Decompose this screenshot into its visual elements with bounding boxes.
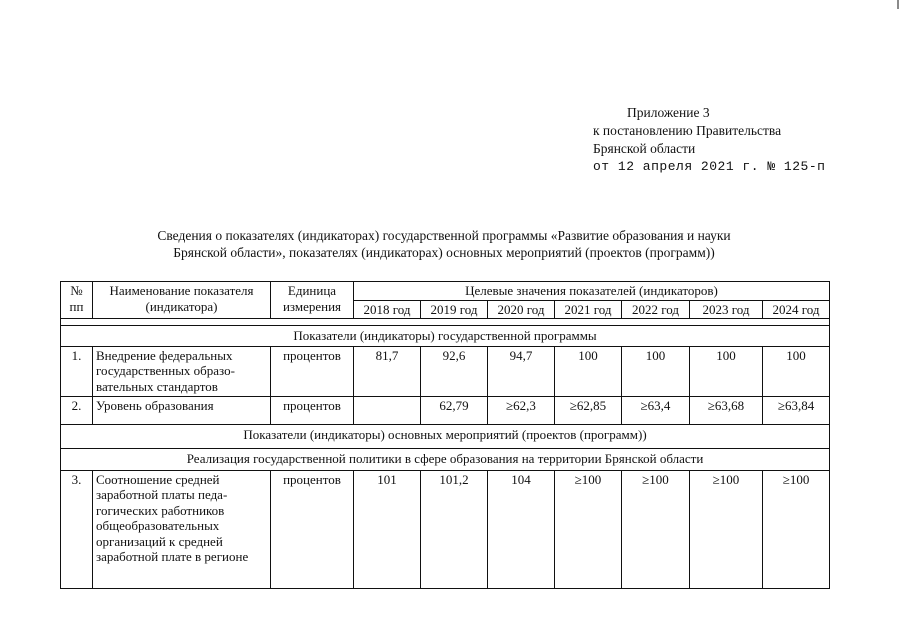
row-name: Внедрение федеральных государственных образо-вательных стандартов: [93, 346, 271, 396]
row-name: Соотношение средней заработной платы педа-гогических работников общеобразовательных организаций к средней заработной плате в регионе: [93, 470, 271, 588]
indicators-table: [60, 281, 830, 589]
row-value: ≥100: [690, 470, 763, 588]
row-value: ≥62,3: [488, 396, 555, 424]
row-value: 62,79: [421, 396, 488, 424]
header-year: 2023 год: [690, 300, 763, 319]
row-value: ≥100: [763, 470, 830, 588]
page-edge-mark: [897, 0, 899, 9]
row-num: 1.: [61, 346, 93, 396]
header-unit: Единица измерения: [271, 282, 354, 319]
header-year: 2021 год: [555, 300, 622, 319]
row-value: 100: [555, 346, 622, 396]
row-name: Уровень образования: [93, 396, 271, 424]
header-year: 2020 год: [488, 300, 555, 319]
section-program-indicators: Показатели (индикаторы) государственной программы: [61, 326, 830, 347]
header-targets: Целевые значения показателей (индикаторов): [354, 282, 830, 301]
appendix-date-stamp: от 12 апреля 2021 г. № 125-п: [593, 159, 826, 174]
header-year: 2018 год: [354, 300, 421, 319]
appendix-block: [593, 104, 825, 176]
row-value: 101: [354, 470, 421, 588]
row-value: ≥63,4: [622, 396, 690, 424]
row-value: ≥62,85: [555, 396, 622, 424]
row-unit: процентов: [271, 470, 354, 588]
row-value: 81,7: [354, 346, 421, 396]
table-row: [61, 470, 830, 588]
row-value: 100: [690, 346, 763, 396]
header-year: 2022 год: [622, 300, 690, 319]
appendix-line-1: Приложение 3: [627, 105, 710, 120]
appendix-line-2: к постановлению Правительства: [593, 123, 782, 138]
row-value: ≥100: [622, 470, 690, 588]
subsection-state-policy: Реализация государственной политики в сфере образования на территории Брянской области: [61, 448, 830, 470]
row-unit: процентов: [271, 396, 354, 424]
header-year: 2024 год: [763, 300, 830, 319]
row-num: 2.: [61, 396, 93, 424]
row-value: [354, 396, 421, 424]
section-main-activities: Показатели (индикаторы) основных мероприятий (проектов (программ)): [61, 424, 830, 448]
table-row: [61, 396, 830, 424]
document-title: [60, 227, 828, 261]
header-num: № пп: [61, 282, 93, 319]
table-row: [61, 346, 830, 396]
row-value: 100: [763, 346, 830, 396]
title-line-1: Сведения о показателях (индикаторах) государственной программы «Развитие образования и науки: [157, 228, 731, 243]
appendix-line-3: Брянской области: [593, 141, 696, 156]
row-value: 104: [488, 470, 555, 588]
row-value: ≥63,84: [763, 396, 830, 424]
row-value: ≥63,68: [690, 396, 763, 424]
row-value: ≥100: [555, 470, 622, 588]
header-year: 2019 год: [421, 300, 488, 319]
row-num: 3.: [61, 470, 93, 588]
row-value: 101,2: [421, 470, 488, 588]
row-unit: процентов: [271, 346, 354, 396]
row-value: 100: [622, 346, 690, 396]
header-name: Наименование показателя (индикатора): [93, 282, 271, 319]
row-value: 94,7: [488, 346, 555, 396]
header-spacer: [61, 319, 830, 326]
title-line-2: Брянской области», показателях (индикаторах) основных мероприятий (проектов (программ)): [173, 245, 715, 260]
row-value: 92,6: [421, 346, 488, 396]
